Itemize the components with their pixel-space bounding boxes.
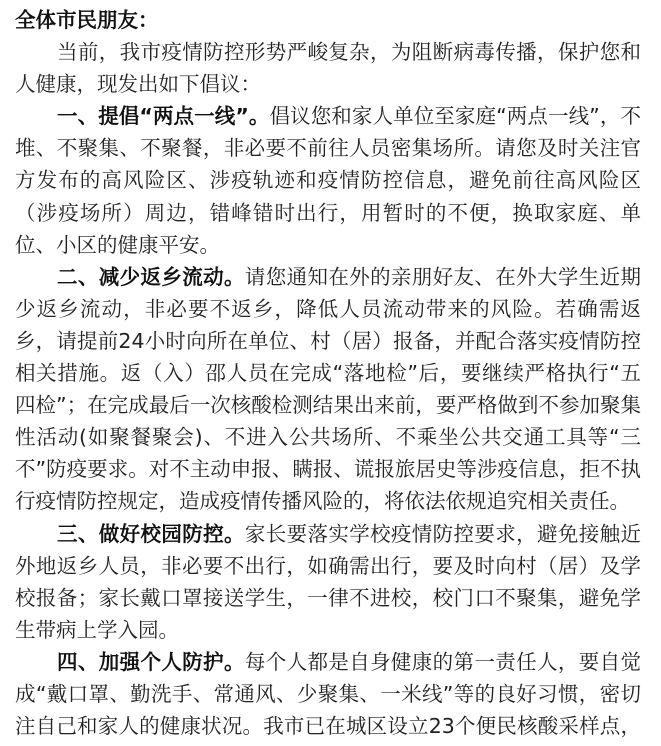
paragraph-line [15,36,641,68]
paragraph-line [15,453,641,485]
paragraph-text: 当前，我市疫情防控形势严峻复杂，为阻断病毒传播，保护您和 [57,40,641,65]
paragraph-text: 家长要落实学校疫情防控要求，避免接触近 [244,521,641,546]
paragraph-text: （涉疫场所）周边，错峰错时出行，用暂时的不便，换取家庭、单 [15,200,641,225]
paragraph-text: 堆、不聚集、不聚餐，非必要不前往人员密集场所。请您及时关注官 [15,136,641,161]
paragraph [15,518,641,646]
paragraph-line [15,164,641,196]
paragraph-line [15,325,641,357]
paragraph-line [15,485,641,517]
paragraph-text: 倡议您和家人单位至家庭“两点一线”，不 [269,104,641,129]
paragraph [15,100,641,260]
paragraph-text: 成“戴口罩、勤洗手、常通风、少聚集、一米线”等的良好习惯，密切 [15,681,641,706]
paragraph-text: 乡，请提前24小时向所在单位、村（居）报备，并配合落实疫情防控 [15,328,641,353]
paragraph-text: 注自己和家人的健康状况。我市已在城区设立23个便民核酸采样点， [15,714,641,739]
paragraph-text: 性活动(如聚餐聚会)、不进入公共场所、不乘坐公共交通工具等“三 [15,425,641,450]
paragraph-heading: 三、做好校园防控。 [57,521,245,546]
paragraph-line [15,197,641,229]
paragraph-text: 生带病上学入园。 [15,617,179,642]
paragraph-heading: 一、提倡“两点一线”。 [57,104,270,129]
paragraphs [15,36,641,742]
paragraph-text: 四检”；在完成最后一次核酸检测结果出来前，要严格做到不参加聚集 [15,393,641,418]
paragraph-text: 请您通知在外的亲朋好友、在外大学生近期 [244,264,641,289]
paragraph-text: 位、小区的健康平安。 [15,232,220,257]
paragraph [15,36,641,100]
paragraph-heading: 四、加强个人防护。 [57,649,245,674]
paragraph-heading: 二、减少返乡流动。 [57,264,245,289]
paragraph-line [15,357,641,389]
paragraph-line [15,68,641,100]
paragraph-line [15,389,641,421]
paragraph-text: 每个人都是自身健康的第一责任人，要自觉 [244,649,641,674]
paragraph-line [15,582,641,614]
paragraph-line [15,229,641,261]
paragraph-line [15,100,641,132]
paragraph [15,261,641,518]
paragraph-line [15,614,641,646]
paragraph-line [15,261,641,293]
paragraph [15,646,641,742]
paragraph-text: 外地返乡人员，非必要不出行，如确需出行，要及时向村（居）及学 [15,553,641,578]
paragraph-line [15,678,641,710]
paragraph-text: 人健康，现发出如下倡议： [15,72,261,97]
paragraph-line [15,710,641,742]
paragraph-text: 少返乡流动，非必要不返乡，降低人员流动带来的风险。若确需返 [15,296,641,321]
document-body [15,4,641,742]
greeting: 全体市民朋友： [15,8,159,32]
paragraph-text: 方发布的高风险区、涉疫轨迹和疫情防控信息，避免前往高风险区 [15,168,641,193]
paragraph-line [15,550,641,582]
paragraph-text: 行疫情防控规定，造成疫情传播风险的，将依法依规追究相关责任。 [15,489,630,514]
paragraph-text: 相关措施。返（入）邵人员在完成“落地检”后，要继续严格执行“五 [15,361,641,386]
paragraph-line [15,293,641,325]
paragraph-text: 不”防疫要求。对不主动申报、瞒报、谎报旅居史等涉疫信息，拒不执 [15,457,641,482]
paragraph-line [15,646,641,678]
paragraph-text: 校报备；家长戴口罩接送学生，一律不进校，校门口不聚集，避免学 [15,585,641,610]
paragraph-line [15,518,641,550]
paragraph-line [15,132,641,164]
paragraph-line [15,421,641,453]
